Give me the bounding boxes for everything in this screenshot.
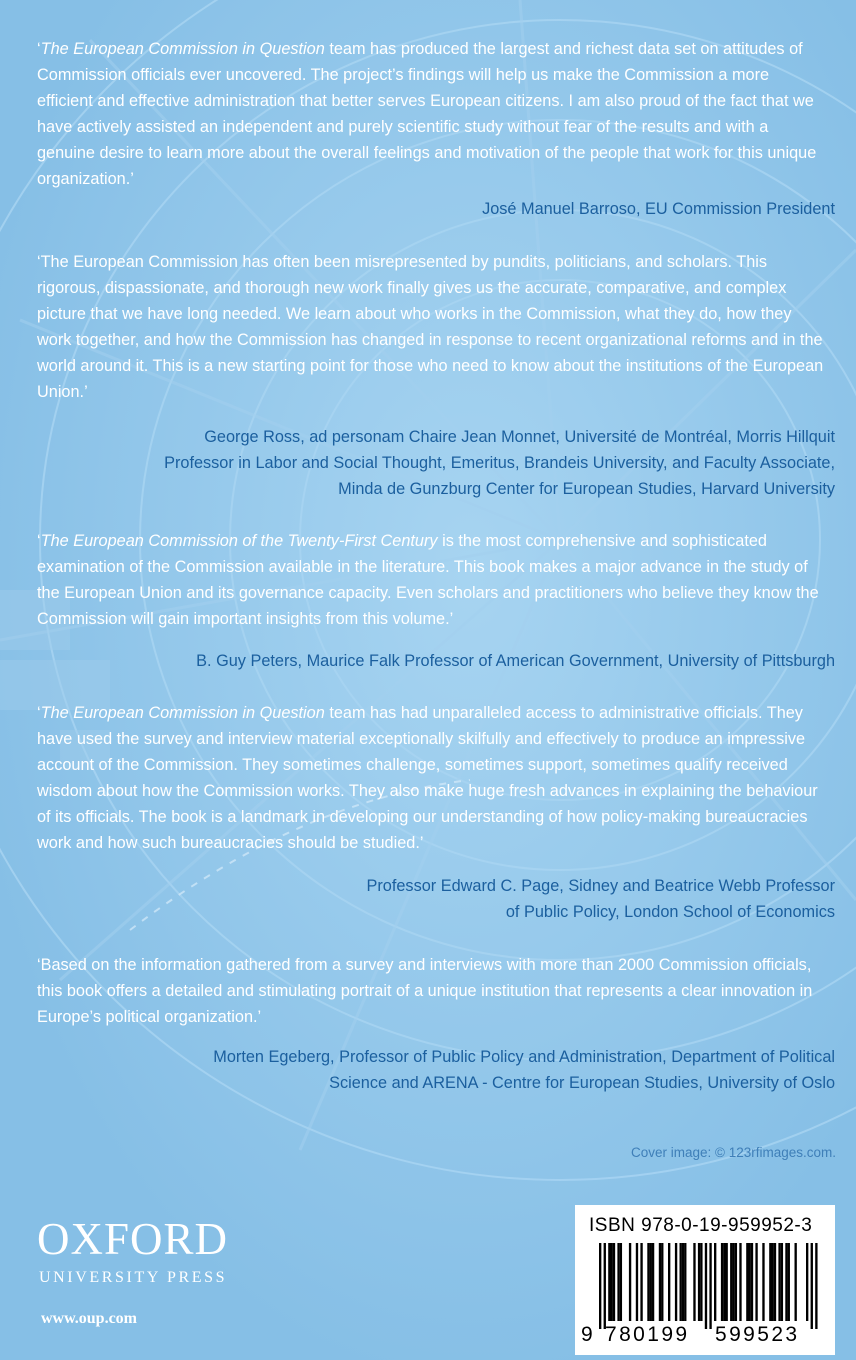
publisher-logo-name: OXFORD [37, 1214, 229, 1264]
barcode-bar-43 [785, 1243, 787, 1321]
endorsement-4-text: ‘The European Commission in Question team has had unparalleled access to administrative officials. They have used the survey and interview material exceptionally skilfully and effectively to produce an impressive account of the Commission. They sometimes challenge, sometimes support, sometimes qualify received wisdom about how the Commission works. They also make huge fresh advances in explaining the behaviour of its officials. The book is a landmark in developing our understanding of how policy-making bureaucracies work and how such bureaucracies should be studied.’ [37, 704, 818, 852]
barcode-digits-left: 780199 [605, 1323, 690, 1346]
barcode-bar-31 [735, 1243, 737, 1321]
attribution-line: Professor Edward C. Page, Sidney and Beatrice Webb Professor [366, 877, 835, 895]
cover-image-credit: Cover image: © 123rfimages.com. [630, 1145, 836, 1160]
barcode-bar-23 [705, 1243, 707, 1329]
barcode-bar-39 [772, 1243, 774, 1321]
barcode-bar-32 [739, 1243, 741, 1321]
barcode-bar-26 [721, 1243, 723, 1321]
barcode-bar-7 [629, 1243, 631, 1321]
barcode-bar-45 [795, 1243, 797, 1321]
endorsement-3-attribution: B. Guy Peters, Maurice Falk Professor of American Government, University of Pittsburgh [196, 652, 835, 670]
attribution-line: of Public Policy, London School of Economics [505, 903, 835, 921]
barcode-bar-9 [640, 1243, 642, 1321]
barcode-bar-36 [755, 1243, 757, 1321]
barcode-digits-right: 599523 [715, 1323, 800, 1346]
barcode-bar-46 [806, 1243, 808, 1321]
attribution-line: Morten Egeberg, Professor of Public Policy and Administration, Department of Political [213, 1048, 835, 1066]
barcode-bar-17 [680, 1243, 682, 1321]
attribution-line: Science and ARENA - Centre for European Studies, University of Oslo [329, 1074, 835, 1092]
barcode-bar-27 [723, 1243, 725, 1321]
endorsement-5-text: ‘Based on the information gathered from a survey and interviews with more than 2000 Commission officials, this book offers a detailed and stimulating portrait of a unique institution that represents a clear innovation in Europe’s political organization.’ [37, 956, 813, 1026]
endorsement-5-attribution [75, 1044, 835, 1096]
endorsement-3-book-title: The European Commission of the Twenty-First Century [40, 532, 438, 550]
barcode-bar-13 [659, 1243, 661, 1321]
barcode-bar-5 [617, 1243, 619, 1321]
barcode-bar-6 [620, 1243, 622, 1321]
endorsement-4-attribution [75, 873, 835, 925]
barcode-digit-first: 9 [581, 1323, 593, 1346]
barcode-bar-41 [778, 1243, 780, 1321]
barcode-bar-37 [762, 1243, 764, 1321]
barcode-bar-40 [774, 1243, 776, 1321]
barcode-bar-20 [693, 1243, 695, 1321]
isbn-barcode [575, 1205, 835, 1355]
barcode-bar-28 [726, 1243, 728, 1321]
barcode-bar-3 [611, 1243, 613, 1321]
endorsement-1-text: ‘The European Commission in Question team has produced the largest and richest data set on attitudes of Commission officials ever uncovered. The project’s findings will help us make the Commission a more efficient and effective administration that better serves European citizens. I am also proud of the fact that we have actively assisted an independent and purely scientific study without fear of the results and with a genuine desire to learn more about the overall feelings and motivation of the people that work for this unique organization.’ [37, 40, 817, 188]
barcode-bar-42 [781, 1243, 783, 1321]
barcode-bar-10 [647, 1243, 649, 1321]
barcode-bar-25 [714, 1243, 716, 1321]
barcode-bar-2 [608, 1243, 610, 1321]
barcode-bar-18 [682, 1243, 684, 1321]
endorsement-3-text: ‘The European Commission of the Twenty-First Century is the most comprehensive and sophisticated examination of the Commission available in the literature. This book makes a major advance in the study of the European Union and its governance capacity. Even scholars and practitioners who believe they know the Commission will gain important insights from this volume.’ [37, 532, 819, 628]
barcode-bar-14 [661, 1243, 663, 1321]
endorsement-2-attribution [75, 424, 835, 502]
endorsement-4-book-title: The European Commission in Question [40, 704, 325, 722]
barcode-bar-16 [675, 1243, 677, 1321]
barcode-bar-44 [788, 1243, 790, 1321]
barcode-bar-0 [599, 1243, 601, 1329]
barcode-bar-11 [650, 1243, 652, 1321]
attribution-line: Minda de Gunzburg Center for European Studies, Harvard University [338, 480, 835, 498]
barcode-bar-21 [698, 1243, 700, 1321]
barcode-bar-33 [746, 1243, 748, 1321]
publisher-website: www.oup.com [41, 1310, 138, 1327]
barcode-bar-47 [811, 1243, 813, 1329]
barcode-bar-22 [700, 1243, 702, 1321]
barcode-bar-38 [769, 1243, 771, 1321]
barcode-bar-29 [730, 1243, 732, 1321]
barcode-bar-1 [604, 1243, 606, 1329]
barcode-digits [575, 1323, 835, 1353]
attribution-line: George Ross, ad personam Chaire Jean Monnet, Université de Montréal, Morris Hillquit [204, 428, 835, 446]
barcode-bar-19 [684, 1243, 686, 1321]
publisher-logo-subname: UNIVERSITY PRESS [39, 1269, 228, 1286]
barcode-bar-12 [652, 1243, 654, 1321]
endorsement-1-book-title: The European Commission in Question [40, 40, 325, 58]
barcode-bar-35 [751, 1243, 753, 1321]
barcode-bar-4 [613, 1243, 615, 1321]
barcode-bar-8 [636, 1243, 638, 1321]
attribution-line: Professor in Labor and Social Thought, Emeritus, Brandeis University, and Faculty Associate, [164, 454, 835, 472]
barcode-bar-30 [732, 1243, 734, 1321]
barcode-bar-34 [749, 1243, 751, 1321]
endorsement-1-attribution: José Manuel Barroso, EU Commission President [482, 200, 835, 218]
isbn-label: ISBN 978-0-19-959952-3 [589, 1215, 813, 1236]
barcode-bar-15 [668, 1243, 670, 1321]
barcode-bar-48 [815, 1243, 817, 1329]
barcode-bar-24 [709, 1243, 711, 1329]
endorsement-2-text: ‘The European Commission has often been misrepresented by pundits, politicians, and scholars. This rigorous, dispassionate, and thorough new work finally gives us the accurate, comparative, and complex picture that we have long needed. We learn about who works in the Commission, what they do, how they work together, and how the Commission has changed in response to recent organizational reforms and in the world around it. This is a new starting point for those who need to know about the institutions of the European Union.’ [37, 253, 824, 401]
